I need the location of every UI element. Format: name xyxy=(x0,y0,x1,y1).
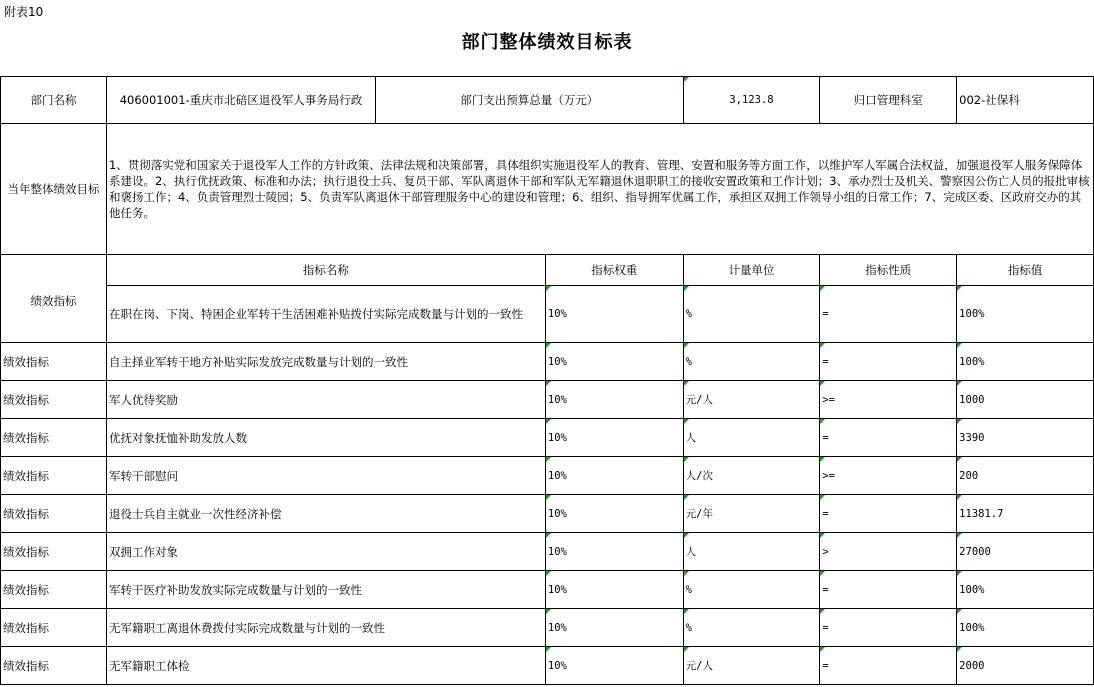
indicator-name: 退役士兵自主就业一次性经济补偿 xyxy=(106,495,545,533)
indicator-weight: 10% xyxy=(545,343,683,381)
indicator-unit: % xyxy=(683,343,820,381)
indicator-nature: = xyxy=(820,571,957,609)
indicator-weight: 10% xyxy=(545,381,683,419)
indicator-unit: % xyxy=(683,571,820,609)
column-header-value: 指标值 xyxy=(957,255,1094,286)
indicator-value: 100% xyxy=(957,571,1094,609)
indicator-unit: 元/人 xyxy=(683,381,820,419)
column-header-unit: 计量单位 xyxy=(683,255,820,286)
indicator-unit: 元/人 xyxy=(683,647,820,685)
indicator-weight: 10% xyxy=(545,647,683,685)
page-title: 部门整体绩效目标表 xyxy=(461,32,633,53)
column-header-weight: 指标权重 xyxy=(545,255,683,286)
indicator-name: 优抚对象抚恤补助发放人数 xyxy=(106,419,545,457)
indicator-weight: 10% xyxy=(545,286,683,343)
indicator-weight: 10% xyxy=(545,419,683,457)
indicator-name: 双拥工作对象 xyxy=(106,533,545,571)
indicator-category: 绩效指标 xyxy=(1,457,107,495)
annual-goal-label: 当年整体绩效目标 xyxy=(1,124,107,255)
indicator-category: 绩效指标 xyxy=(1,343,107,381)
indicator-category: 绩效指标 xyxy=(1,647,107,685)
annual-goal-text: 1、贯彻落实党和国家关于退役军人工作的方针政策、法律法规和决策部署，具体组织实施退役军人的教育、管理、安置和服务等方面工作，以维护军人军属合法权益，加强退役军人服务保障体系建设。2、执行优抚政策、标准和办法；执行退役士兵、复员干部、军队离退休干部和军队无军籍退休退职职工的接收安置政策和工作计划；3、承办烈士及机关、警察因公伤亡人员的报批审核和褒扬工作；4、负责管理烈士陵园；5、负责军队离退休干部管理服务中心的建设和管理；6、组织、指导拥军优属工作，承担区双拥工作领导小组的日常工作；7、完成区委、区政府交办的其他任务。 xyxy=(106,124,1093,255)
indicator-nature: = xyxy=(820,286,957,343)
indicator-nature: = xyxy=(820,609,957,647)
indicator-unit: 人 xyxy=(683,419,820,457)
indicator-value: 100% xyxy=(957,343,1094,381)
indicator-row xyxy=(1,647,1094,685)
indicator-nature: = xyxy=(820,419,957,457)
indicator-nature: = xyxy=(820,495,957,533)
indicator-section-label: 绩效指标 xyxy=(1,255,107,343)
budget-label: 部门支出预算总量（万元） xyxy=(375,77,683,124)
indicator-row xyxy=(1,609,1094,647)
indicator-value: 200 xyxy=(957,457,1094,495)
indicator-nature: > xyxy=(820,533,957,571)
dept-name-value: 406001001-重庆市北碚区退役军人事务局行政 xyxy=(106,77,375,124)
indicator-name: 无军籍职工体检 xyxy=(106,647,545,685)
indicator-name: 军转干医疗补助发放实际完成数量与计划的一致性 xyxy=(106,571,545,609)
indicator-name: 无军籍职工离退休费拨付实际完成数量与计划的一致性 xyxy=(106,609,545,647)
indicator-row xyxy=(1,343,1094,381)
indicator-nature: = xyxy=(820,343,957,381)
department-header-row xyxy=(1,77,1094,124)
column-header-nature: 指标性质 xyxy=(820,255,957,286)
office-value: 002-社保科 xyxy=(957,77,1094,124)
indicator-unit: % xyxy=(683,286,820,343)
indicator-category: 绩效指标 xyxy=(1,419,107,457)
indicator-weight: 10% xyxy=(545,457,683,495)
indicator-unit: 人 xyxy=(683,533,820,571)
indicator-unit: 元/年 xyxy=(683,495,820,533)
indicator-nature: >= xyxy=(820,381,957,419)
indicator-value: 3390 xyxy=(957,419,1094,457)
indicator-value: 11381.7 xyxy=(957,495,1094,533)
appendix-label: 附表10 xyxy=(4,5,44,19)
indicator-weight: 10% xyxy=(545,609,683,647)
indicator-weight: 10% xyxy=(545,495,683,533)
indicator-category: 绩效指标 xyxy=(1,609,107,647)
indicator-name: 军人优待奖励 xyxy=(106,381,545,419)
indicator-value: 2000 xyxy=(957,647,1094,685)
indicator-header-row xyxy=(1,255,1094,286)
indicator-value: 1000 xyxy=(957,381,1094,419)
indicator-row xyxy=(1,533,1094,571)
indicator-value: 100% xyxy=(957,609,1094,647)
indicator-weight: 10% xyxy=(545,571,683,609)
indicator-row xyxy=(1,381,1094,419)
indicator-row xyxy=(1,571,1094,609)
indicator-value: 100% xyxy=(957,286,1094,343)
annual-goal-row xyxy=(1,124,1094,255)
indicator-weight: 10% xyxy=(545,533,683,571)
indicator-row xyxy=(1,286,1094,343)
dept-name-label: 部门名称 xyxy=(1,77,107,124)
indicator-nature: >= xyxy=(820,457,957,495)
budget-value: 3,123.8 xyxy=(683,77,820,124)
indicator-category: 绩效指标 xyxy=(1,381,107,419)
performance-goal-table xyxy=(0,76,1094,685)
column-header-name: 指标名称 xyxy=(106,255,545,286)
indicator-category: 绩效指标 xyxy=(1,495,107,533)
indicator-name: 军转干部慰问 xyxy=(106,457,545,495)
indicator-category: 绩效指标 xyxy=(1,533,107,571)
indicator-name: 在职在岗、下岗、特困企业军转干生活困难补贴拨付实际完成数量与计划的一致性 xyxy=(106,286,545,343)
indicator-category: 绩效指标 xyxy=(1,571,107,609)
indicator-nature: = xyxy=(820,647,957,685)
indicator-unit: % xyxy=(683,609,820,647)
indicator-row xyxy=(1,495,1094,533)
indicator-value: 27000 xyxy=(957,533,1094,571)
indicator-row xyxy=(1,419,1094,457)
indicator-unit: 人/次 xyxy=(683,457,820,495)
indicator-row xyxy=(1,457,1094,495)
office-label: 归口管理科室 xyxy=(820,77,957,124)
indicator-name: 自主择业军转干地方补贴实际发放完成数量与计划的一致性 xyxy=(106,343,545,381)
